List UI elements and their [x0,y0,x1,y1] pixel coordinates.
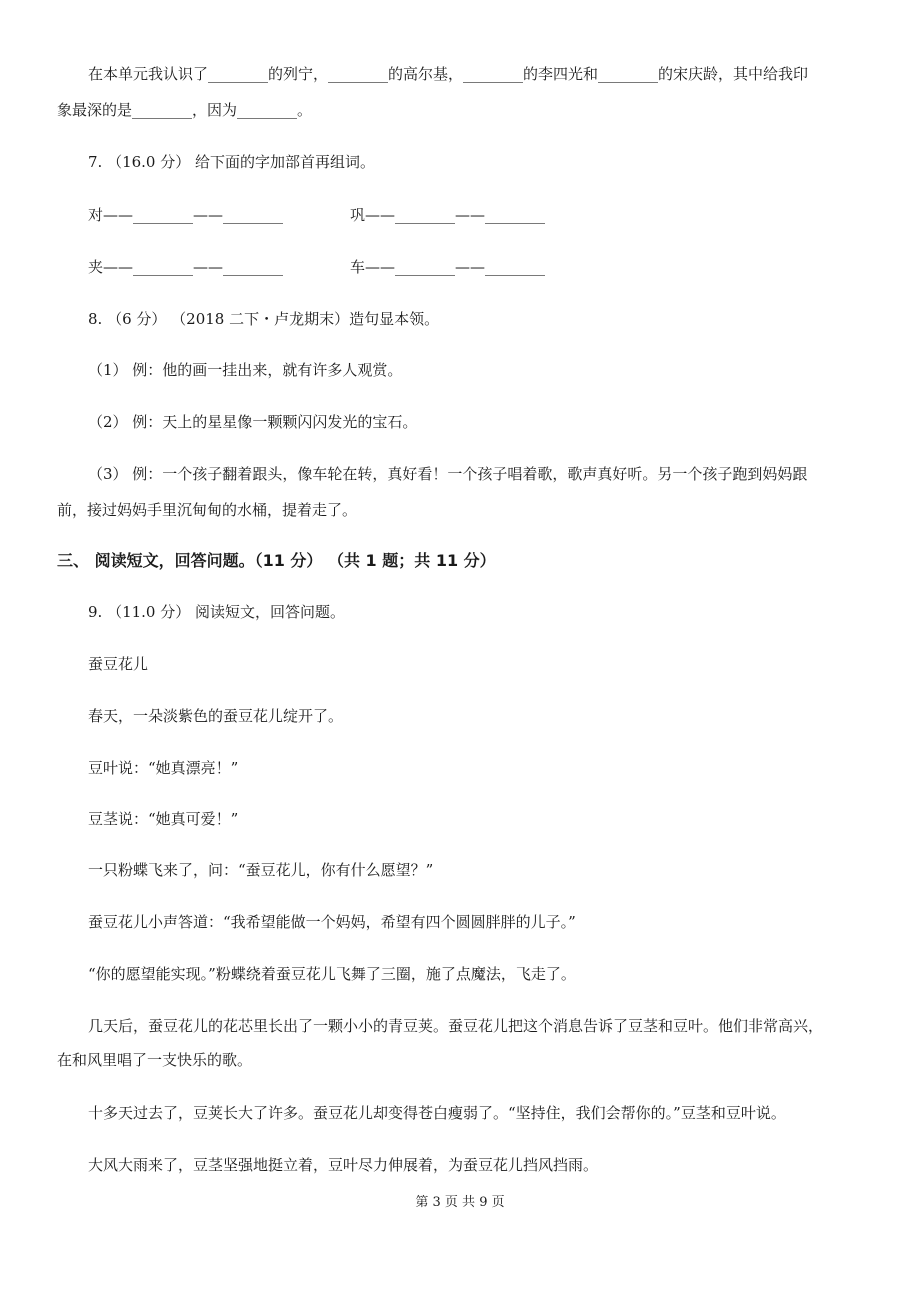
example-3-line-1: （3） 例：一个孩子翻着跟头，像车轮在转，真好看！一个孩子唱着歌，歌声真好听。另一个孩子跑到妈妈跟 [88,465,808,483]
radical-item-4: 车——________——________ [350,258,546,276]
question-7-title: 7. （16.0 分） 给下面的字加部首再组词。 [88,153,376,171]
example-2: （2） 例：天上的星星像一颗颗闪闪发光的宝石。 [88,413,418,431]
example-3-line-2: 前，接过妈妈手里沉甸甸的水桶，提着走了。 [57,501,358,519]
intro-blank-line-2: 象最深的是________，因为________。 [57,101,313,119]
passage-paragraph-1: 春天，一朵淡紫色的蚕豆花儿绽开了。 [88,707,344,725]
passage-paragraph-4: 一只粉蝶飞来了，问：“蚕豆花儿，你有什么愿望？” [88,861,434,879]
page-footer: 第 3 页 共 9 页 [415,1195,505,1210]
passage-paragraph-3: 豆茎说：“她真可爱！” [88,810,239,828]
section-3-heading: 三、 阅读短文，回答问题。（11 分） （共 1 题；共 11 分） [57,551,496,570]
radical-item-2: 巩——________——________ [350,206,546,224]
passage-paragraph-8: 十多天过去了，豆荚长大了许多。蚕豆花儿却变得苍白瘦弱了。“坚持住，我们会帮你的。”豆茎和豆叶说。 [88,1104,786,1122]
passage-paragraph-5: 蚕豆花儿小声答道：“我希望能做一个妈妈，希望有四个圆圆胖胖的儿子。” [88,913,576,931]
passage-title: 蚕豆花儿 [88,655,149,673]
question-8-title: 8. （6 分） （2018 二下・卢龙期末）造句显本领。 [88,310,440,328]
passage-paragraph-2: 豆叶说：“她真漂亮！” [88,759,239,777]
radical-item-3: 夹——________——________ [88,258,284,276]
passage-paragraph-6: “你的愿望能实现。”粉蝶绕着蚕豆花儿飞舞了三圈，施了点魔法，飞走了。 [88,965,576,983]
intro-blank-line-1: 在本单元我认识了________的列宁，________的高尔基，________的李四光和________的宋庆龄，其中给我印 [88,65,809,83]
question-9-title: 9. （11.0 分） 阅读短文，回答问题。 [88,603,346,621]
example-1: （1） 例：他的画一挂出来，就有许多人观赏。 [88,361,403,379]
passage-paragraph-7-line-1: 几天后，蚕豆花儿的花芯里长出了一颗小小的青豆荚。蚕豆花儿把这个消息告诉了豆茎和豆叶。他们非常高兴， [88,1017,824,1035]
passage-paragraph-7-line-2: 在和风里唱了一支快乐的歌。 [57,1051,253,1069]
passage-paragraph-9: 大风大雨来了，豆茎坚强地挺立着，豆叶尽力伸展着，为蚕豆花儿挡风挡雨。 [88,1156,599,1174]
radical-item-1: 对——________——________ [88,206,284,224]
